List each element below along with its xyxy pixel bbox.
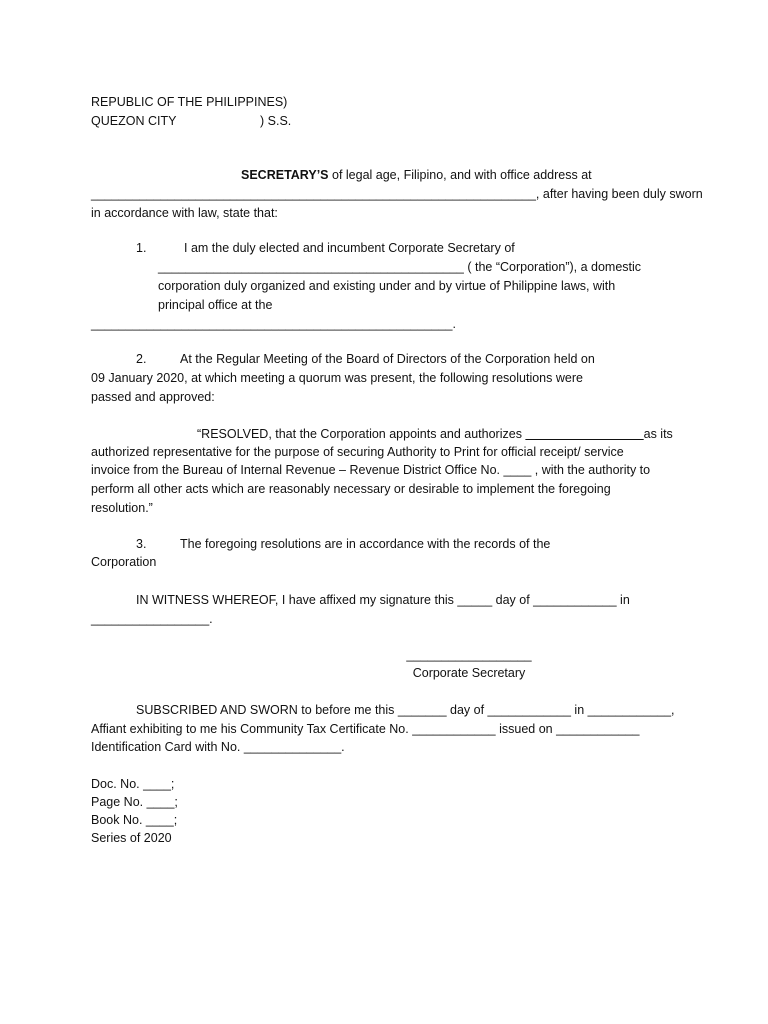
item1-line-3: corporation duly organized and existing under and by virtue of Philippine laws, with <box>158 279 616 293</box>
header-ss: ) S.S. <box>260 114 292 128</box>
jurat-line-2: Affiant exhibiting to me his Community Tax Certificate No. ____________ issued on ____________ <box>91 722 640 736</box>
item2-line-3: passed and approved: <box>91 390 215 404</box>
jurat-line-1: SUBSCRIBED AND SWORN to before me this _______ day of ____________ in ____________, <box>136 703 675 717</box>
header-republic: REPUBLIC OF THE PHILIPPINES) <box>91 95 288 109</box>
signature-label: Corporate Secretary <box>412 666 526 680</box>
notarial-page-no: Page No. ____; <box>91 795 178 809</box>
resolution-line-3: invoice from the Bureau of Internal Revenue – Revenue District Office No. ____ , with the authority to <box>91 463 651 477</box>
resolution-line-2: authorized representative for the purpose of securing Authority to Print for official receipt/ service <box>91 445 624 459</box>
intro-line-1 <box>241 169 592 182</box>
intro-line-3: in accordance with law, state that: <box>91 206 278 220</box>
resolution-line-5: resolution.” <box>91 501 153 515</box>
resolution-line-1 <box>197 428 673 441</box>
item2-number: 2. <box>136 352 147 366</box>
resolution-text: “RESOLVED, that the Corporation appoints and authorizes <box>197 427 526 441</box>
notarial-doc-no: Doc. No. ____; <box>91 777 175 791</box>
item3-line-1: The foregoing resolutions are in accordance with the records of the <box>180 537 551 551</box>
item1-line-4: principal office at the <box>158 298 273 312</box>
item2-line-1: At the Regular Meeting of the Board of Directors of the Corporation held on <box>180 352 595 366</box>
notarial-series: Series of 2020 <box>91 831 172 845</box>
item3-number: 3. <box>136 537 147 551</box>
item2-line-2: 09 January 2020, at which meeting a quorum was present, the following resolutions were <box>91 371 583 385</box>
resolution-as-its: as its <box>643 427 673 441</box>
jurat-line-3: Identification Card with No. ______________. <box>91 740 345 754</box>
resolution-line-4: perform all other acts which are reasonably necessary or desirable to implement the foregoing <box>91 482 611 496</box>
item1-number: 1. <box>136 241 147 255</box>
item1-line-1: I am the duly elected and incumbent Corporate Secretary of <box>184 241 515 255</box>
witness-line-1: IN WITNESS WHEREOF, I have affixed my signature this _____ day of ____________ in <box>136 593 630 607</box>
header-city: QUEZON CITY <box>91 114 177 128</box>
resolution-representative-blank: _________________ <box>525 427 644 441</box>
signature-line: __________________ <box>406 648 532 662</box>
intro-rest: of legal age, Filipino, and with office address at <box>328 168 592 182</box>
intro-line-2: ________________________________________________________________, after having been duly sworn <box>91 187 703 201</box>
intro-secretary-bold: SECRETARY’S <box>241 168 329 182</box>
notarial-book-no: Book No. ____; <box>91 813 178 827</box>
item1-line-2: ____________________________________________ ( the “Corporation”), a domestic <box>158 260 642 274</box>
witness-line-2: _________________. <box>91 612 213 626</box>
item1-line-5: ____________________________________________________. <box>91 317 456 331</box>
item3-line-2: Corporation <box>91 555 157 569</box>
